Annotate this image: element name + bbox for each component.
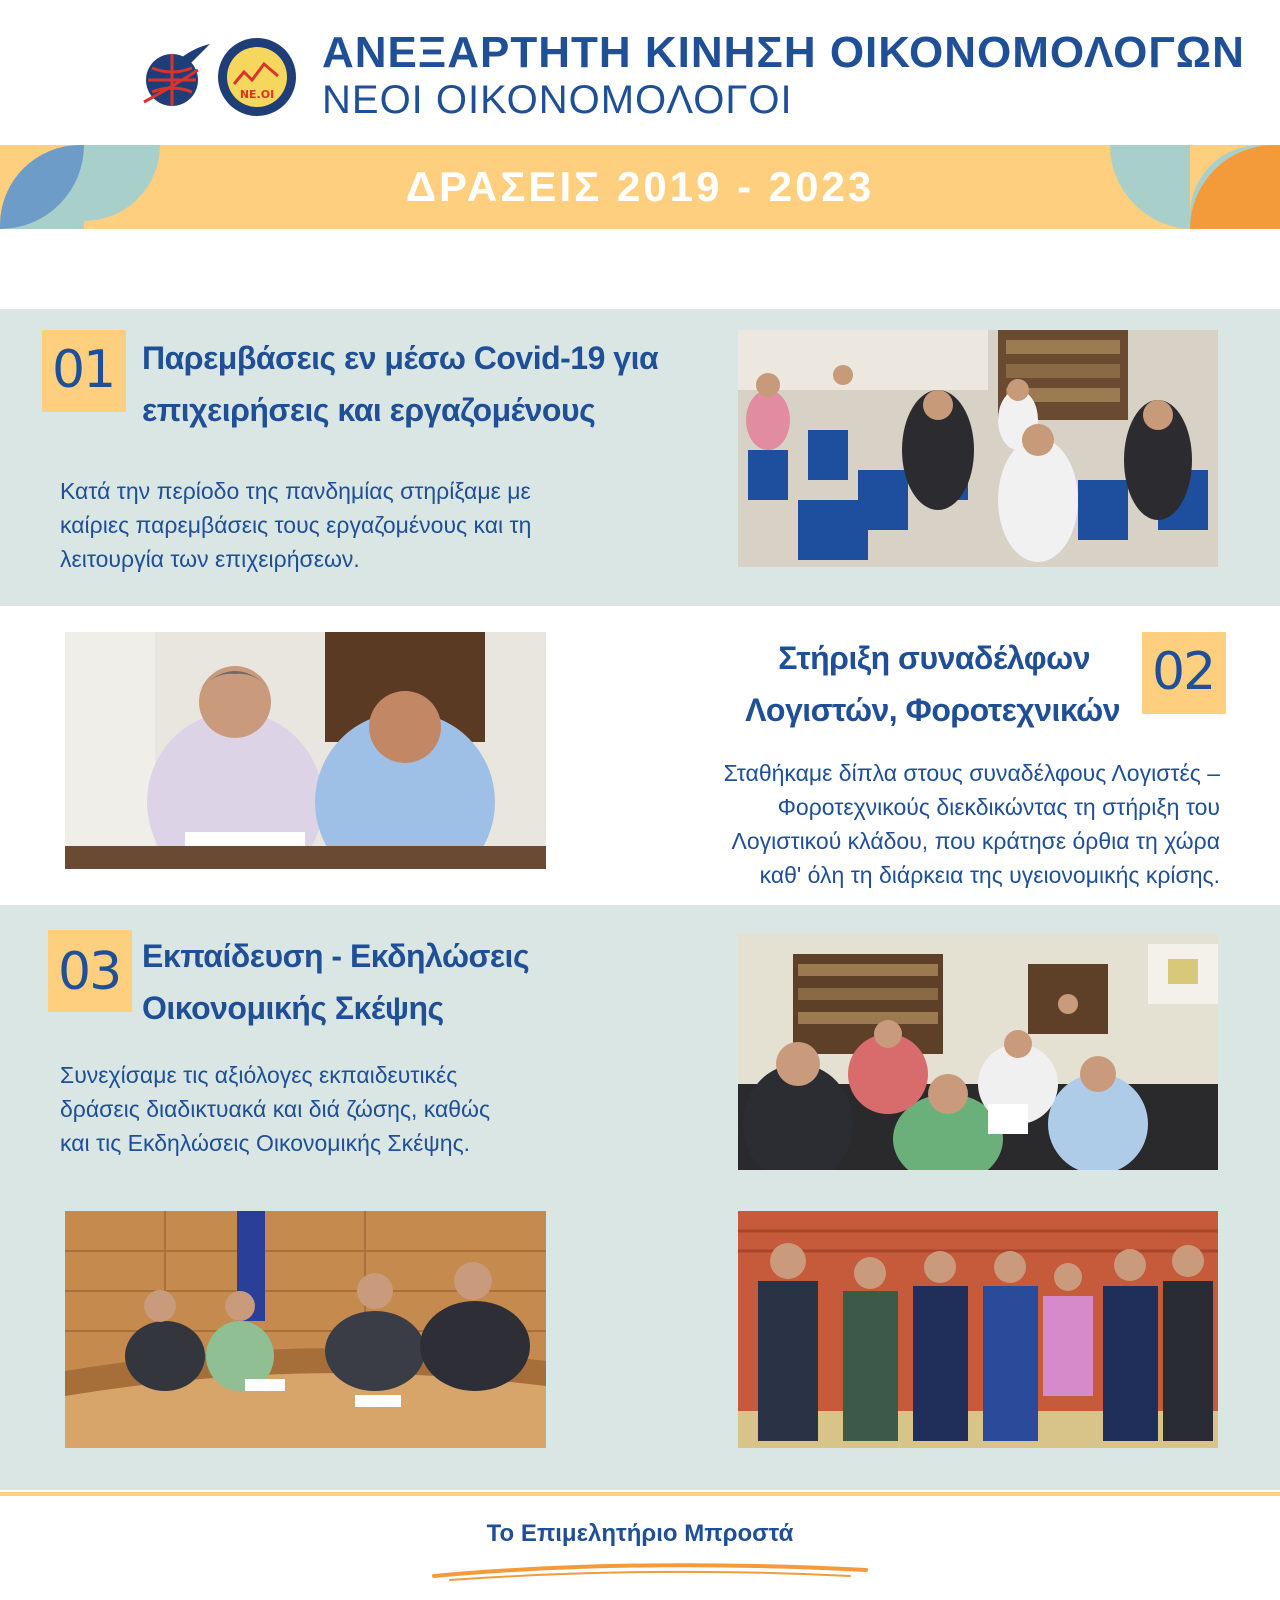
section-02-title-line1: Στήριξη συναδέλφων — [778, 640, 1090, 676]
banner — [0, 145, 1280, 229]
footer-divider — [0, 1492, 1280, 1496]
photo-two-speakers — [65, 632, 546, 869]
section-02-text-line1: Σταθήκαμε δίπλα στους συναδέλφους Λογιστές – — [723, 760, 1220, 786]
section-03-title-line1: Εκπαίδευση - Εκδηλώσεις — [142, 938, 530, 974]
section-02-number: 02 — [1152, 642, 1215, 702]
photo-seminar-audience — [738, 330, 1218, 567]
section-01-title — [142, 332, 658, 436]
section-01-title-line2: επιχειρήσεις και εργαζομένους — [142, 392, 596, 428]
photo-panel-discussion — [65, 1211, 546, 1448]
footer-slogan: Το Επιμελητήριο Μπροστά — [486, 1520, 794, 1547]
section-03-text-line1: Συνεχίσαμε τις αξιόλογες εκπαιδευτικές — [60, 1062, 458, 1088]
section-02-title — [690, 632, 1120, 736]
section-02-text — [640, 756, 1220, 892]
section-01-number: 01 — [52, 340, 115, 400]
section-03-title — [142, 930, 529, 1034]
section-02-text-line3: Λογιστικού κλάδου, που κράτησε όρθια τη χώρα — [731, 828, 1220, 854]
photo-group-standing — [738, 1211, 1218, 1448]
section-01-text — [60, 474, 531, 576]
globe-bird-logo — [140, 40, 212, 112]
section-01-text-line3: λειτουργία των επιχειρήσεων. — [60, 546, 360, 572]
section-02-text-line2: Φοροτεχνικούς διεκδικώντας τη στήριξη του — [777, 794, 1220, 820]
section-03-number: 03 — [58, 942, 121, 1002]
neoi-logo — [216, 36, 298, 118]
org-subtitle: ΝΕΟΙ ΟΙΚΟΝΟΜΟΛΟΓΟΙ — [322, 78, 793, 122]
section-02-text-line4: καθ' όλη τη διάρκεια της υγειονομικής κρίσης. — [759, 862, 1220, 888]
photo-training-session — [738, 934, 1218, 1170]
section-01-text-line1: Κατά την περίοδο της πανδημίας στηρίξαμε με — [60, 478, 531, 504]
section-03-text-line2: δράσεις διαδικτυακά και διά ζώσης, καθώς — [60, 1096, 491, 1122]
section-03-title-line2: Οικονομικής Σκέψης — [142, 990, 444, 1026]
section-03-text — [60, 1058, 490, 1160]
section-03-text-line3: και τις Εκδηλώσεις Οικονομικής Σκέψης. — [60, 1130, 471, 1156]
section-01-title-line1: Παρεμβάσεις εν μέσω Covid-19 για — [142, 340, 659, 376]
footer-underline-stroke — [430, 1556, 870, 1584]
section-01-text-line2: καίριες παρεμβάσεις τους εργαζομένους και τη — [60, 512, 532, 538]
logo-text: ΝΕ.ΟΙ — [239, 88, 275, 101]
banner-title: ΔΡΑΣΕΙΣ 2019 - 2023 — [405, 163, 875, 210]
org-title: ΑΝΕΞΑΡΤΗΤΗ ΚΙΝΗΣΗ ΟΙΚΟΝΟΜΟΛΟΓΩΝ — [322, 28, 1245, 77]
section-02-title-line2: Λογιστών, Φοροτεχνικών — [745, 692, 1120, 728]
